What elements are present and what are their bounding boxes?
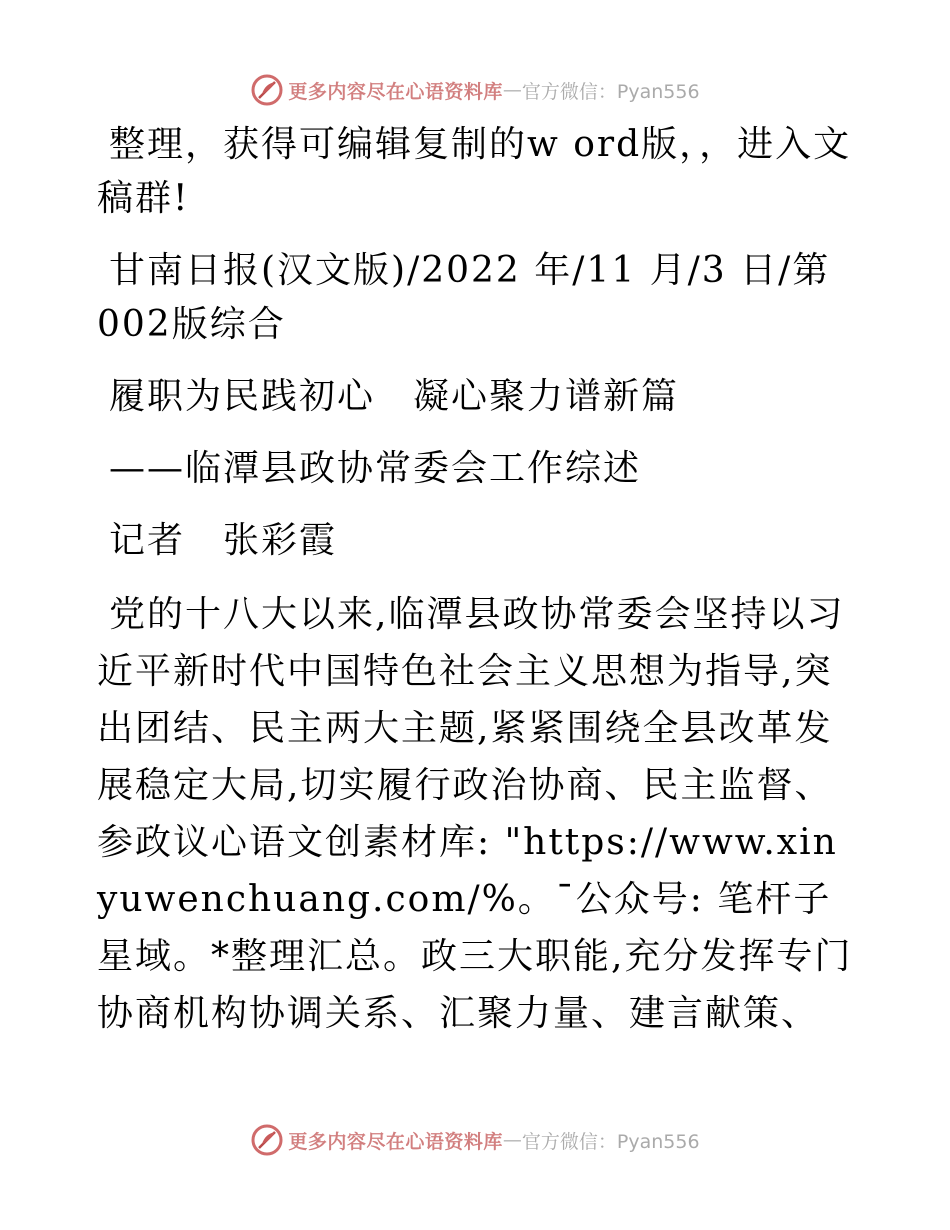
watermark-suffix: 官方微信：Pyan556 xyxy=(521,1130,700,1153)
intro-paragraph: 整理，获得可编辑复制的w ord版，，进入文稿群! xyxy=(97,124,852,219)
watermark-separator: — xyxy=(502,79,522,101)
watermark-text: 更多内容尽在心语资料库 xyxy=(288,1130,503,1153)
footer-watermark xyxy=(0,1120,950,1160)
feather-logo-icon xyxy=(250,1123,284,1157)
header-watermark xyxy=(0,70,950,110)
article-subtitle: ——临潭县政协常委会工作综述 xyxy=(109,448,642,489)
feather-logo-icon xyxy=(250,73,284,107)
watermark-suffix: 官方微信：Pyan556 xyxy=(521,80,700,103)
watermark-separator: — xyxy=(502,1129,522,1151)
body-paragraph: 党的十八大以来,临潭县政协常委会坚持以习近平新时代中国特色社会主义思想为指导,突出团结、民主两大主题,紧紧围绕全县改革发展稳定大局,切实履行政治协商、民主监督、参政议心语文创素材库: "https://www.xinyuwenchuang.com/%。¯公众号: 笔杆子星域。*整理汇总。政三大职能,充分发挥专门协商机构协调关系、汇聚力量、建言献策、 xyxy=(97,594,853,1034)
document-body xyxy=(97,118,853,1060)
watermark-text: 更多内容尽在心语资料库 xyxy=(288,80,503,103)
byline: 记者 张彩霞 xyxy=(109,520,338,561)
article-title: 履职为民践初心 凝心聚力谱新篇 xyxy=(109,376,680,417)
source-line: 甘南日报(汉文版)/2022 年/11 月/3 日/第 002版综合 xyxy=(97,250,831,345)
